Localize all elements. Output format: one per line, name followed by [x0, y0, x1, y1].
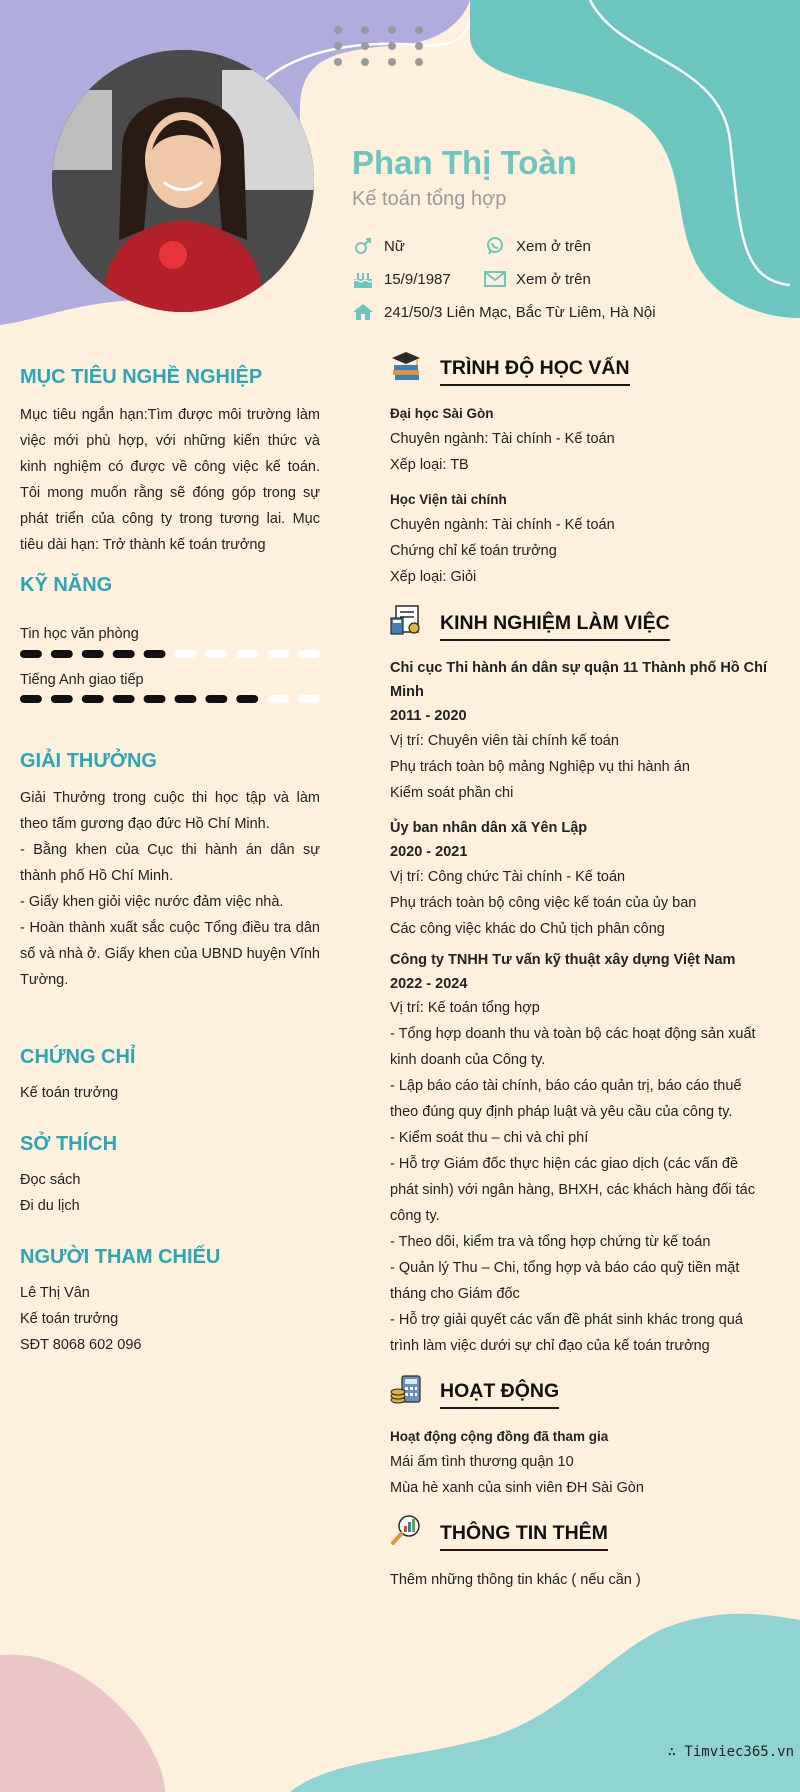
- activity-item: Mùa hè xanh của sinh viên ĐH Sài Gòn: [390, 1480, 644, 1496]
- skill-segment-filled: [175, 695, 197, 703]
- skill-segment-empty: [236, 650, 258, 658]
- certificate-item: Kế toán trưởng: [20, 1085, 119, 1101]
- education-school-1: Đại học Sài Gòn: [390, 406, 494, 421]
- skill-segment-filled: [82, 695, 104, 703]
- skill-segment-filled: [144, 695, 166, 703]
- education-heading: TRÌNH ĐỘ HỌC VẤN: [440, 357, 630, 386]
- reference-name: Lê Thị Vân: [20, 1285, 90, 1301]
- certificates-heading: CHỨNG CHỈ: [20, 1046, 136, 1068]
- objective-heading: MỤC TIÊU NGHỀ NGHIỆP: [20, 366, 263, 388]
- references-heading: NGƯỜI THAM CHIẾU: [20, 1246, 221, 1268]
- awards-heading: GIẢI THƯỞNG: [20, 750, 157, 772]
- hobbies-heading: SỞ THÍCH: [20, 1133, 118, 1155]
- hobby-item: Đi du lịch: [20, 1198, 80, 1214]
- pink-blob: [0, 1655, 165, 1792]
- experience-line: - Lập báo cáo tài chính, báo cáo quản trị, báo cáo thuế theo đúng quy định pháp luật và yêu cầu của công ty.: [390, 1078, 742, 1120]
- experience-company-3: Công ty TNHH Tư vấn kỹ thuật xây dựng Việt Nam: [390, 952, 736, 968]
- more-info-heading: THÔNG TIN THÊM: [440, 1522, 608, 1551]
- email-info: [484, 269, 591, 289]
- experience-line: Vị trí: Công chức Tài chính - Kế toán: [390, 869, 626, 885]
- email-icon: [484, 269, 506, 289]
- profile-photo: [52, 50, 314, 312]
- job-title: Kế toán tổng hợp: [352, 188, 507, 210]
- skill-segment-empty: [298, 650, 320, 658]
- address-info: [352, 302, 656, 322]
- reference-position: Kế toán trưởng: [20, 1311, 119, 1327]
- experience-line: - Hỗ trợ giải quyết các vấn đề phát sinh khác trong quá trình làm việc dưới sự chỉ đạo của kế toán trưởng: [390, 1312, 743, 1354]
- education-line: Chuyên ngành: Tài chính - Kế toán: [390, 517, 615, 533]
- activities-subtitle: Hoạt động cộng đồng đã tham gia: [390, 1429, 609, 1444]
- awards-text: Giải Thưởng trong cuộc thi học tập và làm theo tấm gương đạo đức Hồ Chí Minh. - Bằng khen của Cục thi hành án dân sự thành phố Hồ Chí Minh. - Giấy khen giỏi việc nước đảm việc nhà. - Hoàn thành xuất sắc cuộc Tổng điều tra dân số và nhà ở. Giấy khen của UBND huyện Vĩnh Tường.: [20, 790, 320, 988]
- skills-heading: KỸ NĂNG: [20, 574, 113, 596]
- teal-blob-bottom: [290, 1614, 800, 1792]
- gender-info: [352, 236, 405, 256]
- skill-bar-2: [20, 693, 320, 705]
- skill-segment-empty: [175, 650, 197, 658]
- chart-search-icon: [390, 1514, 422, 1546]
- skill-segment-filled: [205, 695, 227, 703]
- skill-segment-filled: [113, 650, 135, 658]
- skill-segment-filled: [20, 695, 42, 703]
- experience-line: - Quản lý Thu – Chi, tổng hợp và báo cáo quỹ tiền mặt tháng cho Giám đốc: [390, 1260, 740, 1302]
- calculator-coins-icon: [390, 1374, 422, 1406]
- experience-line: - Hỗ trợ Giám đốc thực hiện các giao dịch (các vấn đề phát sinh) với ngân hàng, BHXH, các khách hàng đối tác công ty.: [390, 1156, 755, 1224]
- experience-line: - Kiểm soát thu – chi và chi phí: [390, 1130, 589, 1146]
- gender-value: Nữ: [384, 237, 405, 255]
- activity-item: Mái ấm tình thương quận 10: [390, 1454, 574, 1470]
- experience-company-2: Ủy ban nhân dân xã Yên Lập: [390, 820, 588, 836]
- birthday-value: 15/9/1987: [384, 270, 451, 288]
- experience-period-2: 2020 - 2021: [390, 844, 468, 860]
- books-icon: [390, 350, 422, 382]
- reference-phone: SĐT 8068 602 096: [20, 1337, 142, 1353]
- objective-text: Mục tiêu ngắn hạn:Tìm được môi trường làm việc mới phù hợp, với những kiến thức và kinh nghiệm có được về công việc kế toán. Tôi mong muốn rằng sẽ đóng góp trong sự phát triển của công ty trong tương lai. Mục tiêu dài hạn: Trở thành kế toán trưởng: [20, 407, 320, 553]
- skill-name-2: Tiếng Anh giao tiếp: [20, 672, 144, 688]
- footer-brand[interactable]: [668, 1744, 794, 1760]
- experience-line: Kiểm soát phần chi: [390, 785, 514, 801]
- phone-info: [484, 236, 591, 256]
- footer-brand-text: Timviec365.vn: [684, 1744, 794, 1760]
- experience-line: Các công việc khác do Chủ tịch phân công: [390, 921, 665, 937]
- experience-line: Vị trí: Chuyên viên tài chính kế toán: [390, 733, 619, 749]
- experience-period-3: 2022 - 2024: [390, 976, 468, 992]
- skill-bar-1: [20, 648, 320, 660]
- skill-segment-empty: [298, 695, 320, 703]
- skill-segment-filled: [144, 650, 166, 658]
- skill-segment-filled: [113, 695, 135, 703]
- skill-segment-filled: [51, 650, 73, 658]
- education-line: Xếp loại: Giỏi: [390, 569, 477, 585]
- skill-name-1: Tin học văn phòng: [20, 626, 139, 642]
- more-info-text: Thêm những thông tin khác ( nếu cần ): [390, 1572, 641, 1588]
- hobby-item: Đọc sách: [20, 1172, 81, 1188]
- skill-segment-empty: [267, 650, 289, 658]
- experience-heading: KINH NGHIỆM LÀM VIỆC: [440, 612, 670, 641]
- experience-line: - Tổng hợp doanh thu và toàn bộ các hoạt động sản xuất kinh doanh của Công ty.: [390, 1026, 756, 1068]
- skill-segment-empty: [267, 695, 289, 703]
- experience-line: Vị trí: Kế toán tổng hợp: [390, 1000, 540, 1016]
- skill-segment-filled: [51, 695, 73, 703]
- skill-segment-empty: [205, 650, 227, 658]
- experience-line: Phụ trách toàn bộ công việc kế toán của ủy ban: [390, 895, 697, 911]
- activities-heading: HOẠT ĐỘNG: [440, 1380, 559, 1409]
- phone-value: Xem ở trên: [516, 237, 591, 255]
- address-value: 241/50/3 Liên Mạc, Bắc Từ Liêm, Hà Nội: [384, 303, 656, 321]
- experience-line: - Theo dõi, kiểm tra và tổng hợp chứng từ kế toán: [390, 1234, 711, 1250]
- candidate-name: Phan Thị Toàn: [352, 144, 577, 181]
- email-value: Xem ở trên: [516, 270, 591, 288]
- skill-segment-filled: [82, 650, 104, 658]
- education-line: Xếp loại: TB: [390, 457, 469, 473]
- experience-period-1: 2011 - 2020: [390, 708, 467, 724]
- education-school-2: Học Viện tài chính: [390, 492, 507, 507]
- skill-segment-filled: [236, 695, 258, 703]
- home-icon: [352, 302, 374, 322]
- accounting-icon: [390, 604, 422, 636]
- gender-icon: [352, 236, 374, 256]
- birthday-cake-icon: [352, 269, 374, 289]
- skill-segment-filled: [20, 650, 42, 658]
- education-line: Chứng chỉ kế toán trưởng: [390, 543, 557, 559]
- education-line: Chuyên ngành: Tài chính - Kế toán: [390, 431, 615, 447]
- experience-company-1: Chi cục Thi hành án dân sự quận 11 Thành phố Hồ Chí Minh: [390, 660, 768, 700]
- birthday-info: [352, 269, 451, 289]
- experience-line: Phụ trách toàn bộ mảng Nghiệp vụ thi hành án: [390, 759, 690, 775]
- phone-icon: [484, 236, 506, 256]
- logo-dots-icon: ∴: [667, 1744, 685, 1760]
